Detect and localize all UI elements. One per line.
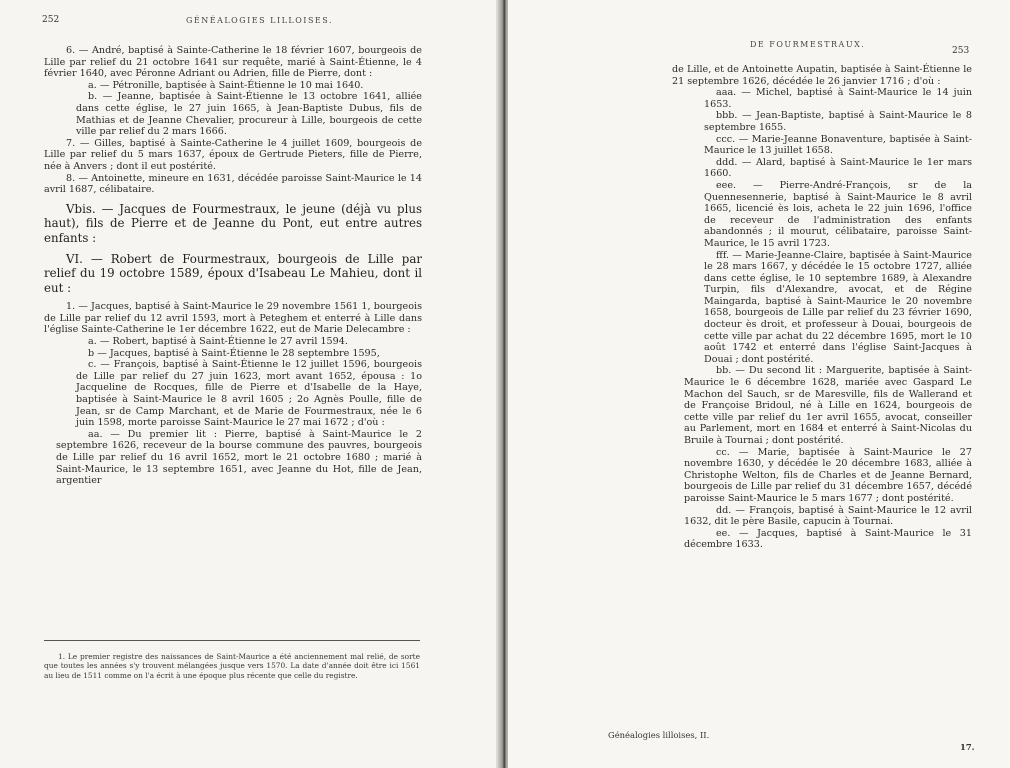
signature-number: 17. bbox=[960, 742, 975, 752]
signature-line: Généalogies lilloises, II. bbox=[608, 730, 710, 740]
paragraph: aa. — Du premier lit : Pierre, baptisé à Saint-Maurice le 2 septembre 1626, receveur de la bourse commune des pauvres, bourgeois de Lille par relief du 16 avril 1652, mort le 21 octobre 1680 ; marié à Saint-Maurice, le 13 septembre 1651, avec Jeanne du Hot, fille de Jean, argentier bbox=[56, 428, 422, 487]
paragraph: 1. — Jacques, baptisé à Saint-Maurice le 29 novembre 1561 1, bourgeois de Lille par relief du 12 avril 1593, mort à Peteghem et enterré à Lille dans l'église Sainte-Catherine le 1er décembre 1622, eut de Marie Delecambre : bbox=[44, 301, 422, 336]
paragraph: 7. — Gilles, baptisé à Sainte-Catherine le 4 juillet 1609, bourgeois de Lille par relief du 5 mars 1637, époux de Gertrude Pieters, fille de Pierre, née à Anvers ; dont il eut postérité. bbox=[44, 137, 422, 172]
footnote-rule bbox=[44, 640, 420, 641]
paragraph: eee. — Pierre-André-François, sr de la Quennesennerie, baptisé à Saint-Maurice le 8 avril 1665, licencié ès lois, acheta le 22 juin 1696, l'office de receveur de l'administration des enfants abandonnés ; il mourut, célibataire, paroisse Saint-Maurice, le 15 avril 1723. bbox=[704, 179, 972, 249]
left-text-column bbox=[44, 45, 422, 487]
right-running-head: DE FOURMESTRAUX. bbox=[750, 40, 866, 49]
right-page-number: 253 bbox=[952, 46, 970, 56]
paragraph: dd. — François, baptisé à Saint-Maurice le 12 avril 1632, dit le père Basile, capucin à Tournai. bbox=[684, 504, 972, 528]
paragraph: cc. — Marie, baptisée à Saint-Maurice le 27 novembre 1630, y décédée le 20 décembre 1683, alliée à Christophe Welton, fils de Charles et de Jeanne Bernard, bourgeois de Lille par relief du 31 décembre 1657, décédé paroisse Saint-Maurice le 5 mars 1677 ; dont postérité. bbox=[684, 446, 972, 504]
footnote: 1. Le premier registre des naissances de Saint-Maurice a été anciennement mal relié, de sorte que toutes les années s'y trouvent mélangées jusque vers 1570. La date d'année doit être ici 1561 au lieu de 1511 comme on l'a écrit à une époque plus récente que celle du registre. bbox=[44, 652, 420, 680]
paragraph: b. — Jeanne, baptisée à Saint-Étienne le 13 octobre 1641, alliée dans cette église, le 27 juin 1665, à Jean-Baptiste Dubus, fils de Mathias et de Jeanne Chevalier, procureur à Lille, bourgeois de cette ville par relief du 2 mars 1666. bbox=[76, 91, 422, 138]
paragraph: bb. — Du second lit : Marguerite, baptisée à Saint-Maurice le 6 décembre 1628, mariée avec Gaspard Le Machon del Sauch, sr de Maresville, fils de Wallerand et de Françoise Bridoul, né à Lille en 1624, bourgeois de cette ville par relief du 1er avril 1655, avocat, conseiller au Parlement, mort en 1684 et enterré à Saint-Nicolas du Bruile à Tournai ; dont postérité. bbox=[684, 365, 972, 446]
paragraph: Vbis. — Jacques de Fourmestraux, le jeune (déjà vu plus haut), fils de Pierre et de Jeanne du Pont, eut entre autres enfants : bbox=[44, 201, 422, 245]
paragraph: fff. — Marie-Jeanne-Claire, baptisée à Saint-Maurice le 28 mars 1667, y décédée le 15 octobre 1727, alliée dans cette église, le 10 septembre 1689, à Alexandre Turpin, fils d'Alexandre, avocat, et de Régine Maingarda, baptisé à Saint-Maurice le 20 novembre 1658, bourgeois de Lille par relief du 23 février 1690, docteur ès droit, et professeur à Douai, bourgeois de cette ville par achat du 22 décembre 1695, mort le 10 août 1742 et enterré dans l'église Saint-Jacques à Douai ; dont postérité. bbox=[704, 249, 972, 365]
paragraph: 6. — André, baptisé à Sainte-Catherine le 18 février 1607, bourgeois de Lille par relief du 21 octobre 1641 sur requête, marié à Saint-Étienne, le 4 février 1640, avec Péronne Adriant ou Adrien, fille de Pierre, dont : bbox=[44, 45, 422, 80]
paragraph: ccc. — Marie-Jeanne Bonaventure, baptisée à Saint-Maurice le 13 juillet 1658. bbox=[704, 133, 972, 157]
paragraph: c. — François, baptisé à Saint-Étienne le 12 juillet 1596, bourgeois de Lille par relief du 27 juin 1623, mort avant 1652, épousa : 1o Jacqueline de Rocques, fille de Pierre et d'Isabelle de la Haye, baptisée à Saint-Maurice le 8 avril 1605 ; 2o Agnès Poulle, fille de Jean, sr de Camp Marchant, et de Marie de Fourmestraux, née le 6 juin 1598, morte paroisse Saint-Maurice le 27 mai 1672 ; d'où : bbox=[76, 359, 422, 429]
paragraph: aaa. — Michel, baptisé à Saint-Maurice le 14 juin 1653. bbox=[704, 87, 972, 110]
left-page-number: 252 bbox=[42, 15, 60, 25]
paragraph: ee. — Jacques, baptisé à Saint-Maurice le 31 décembre 1633. bbox=[684, 527, 972, 551]
paragraph: bbb. — Jean-Baptiste, baptisé à Saint-Maurice le 8 septembre 1655. bbox=[704, 110, 972, 133]
right-text-column bbox=[672, 64, 972, 551]
paragraph: VI. — Robert de Fourmestraux, bourgeois de Lille par relief du 19 octobre 1589, époux d'Isabeau Le Mahieu, dont il eut : bbox=[44, 251, 422, 295]
left-running-head: GÉNÉALOGIES LILLOISES. bbox=[186, 16, 334, 25]
left-page bbox=[0, 0, 500, 768]
paragraph: b — Jacques, baptisé à Saint-Étienne le 28 septembre 1595, bbox=[88, 347, 380, 359]
right-page bbox=[508, 0, 1010, 768]
paragraph: 8. — Antoinette, mineure en 1631, décédée paroisse Saint-Maurice le 14 avril 1687, célibataire. bbox=[44, 172, 422, 196]
paragraph: ddd. — Alard, baptisé à Saint-Maurice le 1er mars 1660. bbox=[704, 156, 972, 180]
paragraph: de Lille, et de Antoinette Aupatin, baptisée à Saint-Étienne le 21 septembre 1626, décédée le 26 janvier 1716 ; d'où : bbox=[672, 64, 972, 87]
paragraph: a. — Pétronille, baptisée à Saint-Étienne le 10 mai 1640. bbox=[88, 79, 364, 91]
paragraph: a. — Robert, baptisé à Saint-Étienne le 27 avril 1594. bbox=[88, 336, 348, 348]
